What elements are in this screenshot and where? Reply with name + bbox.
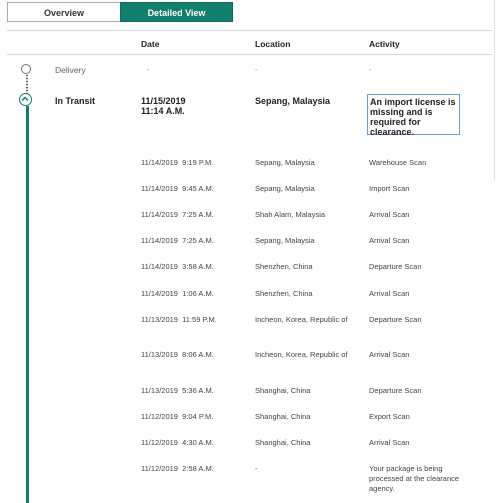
event-activity: Arrival Scan bbox=[369, 236, 410, 245]
event-date: 11/14/2019 9:19 P.M. bbox=[141, 158, 214, 167]
event-activity: Departure Scan bbox=[369, 262, 422, 271]
event-location: Sepang, Malaysia bbox=[255, 184, 315, 193]
event-activity: Departure Scan bbox=[369, 386, 422, 395]
event-location: Sepang, Malaysia bbox=[255, 158, 315, 167]
event-location: Shenzhen, China bbox=[255, 262, 313, 271]
event-activity: Export Scan bbox=[369, 412, 410, 421]
open-circle-icon bbox=[21, 64, 31, 74]
divider bbox=[7, 54, 492, 55]
tab-detailed-view[interactable]: Detailed View bbox=[120, 2, 233, 22]
event-location: Shah Alam, Malaysia bbox=[255, 210, 326, 219]
event-date: 11/14/2019 7:25 A.M. bbox=[141, 236, 214, 245]
event-date: 11/12/2019 9:04 P.M. bbox=[141, 412, 214, 421]
event-location: Shenzhen, China bbox=[255, 289, 313, 298]
delivery-date: - bbox=[147, 65, 150, 74]
event-activity: Arrival Scan bbox=[369, 438, 410, 447]
event-date: 11/12/2019 4:30 A.M. bbox=[141, 438, 214, 447]
event-date: 11/14/2019 7:25 A.M. bbox=[141, 210, 214, 219]
header-location: Location bbox=[255, 39, 291, 49]
event-activity: Your package is being processed at the clearance agency. bbox=[369, 464, 460, 493]
delivery-location: - bbox=[255, 65, 258, 74]
event-date: 11/14/2019 1:06 A.M. bbox=[141, 289, 214, 298]
status-in-transit: In Transit bbox=[55, 96, 96, 106]
timeline-dotted-connector bbox=[26, 74, 28, 94]
event-activity: Warehouse Scan bbox=[369, 158, 427, 167]
event-activity: Departure Scan bbox=[369, 315, 422, 324]
event-location: Incheon, Korea, Republic of bbox=[255, 350, 348, 359]
event-location: Sepang, Malaysia bbox=[255, 236, 315, 245]
event-date: 11/12/2019 2:58 A.M. bbox=[141, 464, 214, 473]
event-activity: Arrival Scan bbox=[369, 289, 410, 298]
event-date: 11/13/2019 11:59 P.M. bbox=[141, 315, 217, 324]
tab-overview[interactable]: Overview bbox=[7, 2, 120, 22]
status-delivery: Delivery bbox=[55, 65, 86, 75]
event-date: 11/13/2019 5:36 A.M. bbox=[141, 386, 214, 395]
event-activity: Import Scan bbox=[369, 184, 410, 193]
in-transit-time: 11:14 A.M. bbox=[141, 106, 185, 116]
delivery-activity: - bbox=[369, 65, 372, 74]
timeline-line bbox=[26, 106, 29, 503]
event-activity: Arrival Scan bbox=[369, 210, 410, 219]
in-transit-location: Sepang, Malaysia bbox=[255, 96, 331, 106]
panel-edge bbox=[494, 0, 495, 180]
event-date: 11/13/2019 8:06 A.M. bbox=[141, 350, 214, 359]
event-date: 11/14/2019 3:58 A.M. bbox=[141, 262, 214, 271]
event-location: - bbox=[255, 464, 258, 473]
header-activity: Activity bbox=[369, 39, 400, 49]
view-tabs bbox=[7, 2, 233, 24]
chevron-up-icon[interactable] bbox=[19, 93, 32, 106]
event-location: Shanghai, China bbox=[255, 386, 311, 395]
event-location: Shanghai, China bbox=[255, 412, 311, 421]
event-location: Incheon, Korea, Republic of bbox=[255, 315, 348, 324]
event-activity: Arrival Scan bbox=[369, 350, 410, 359]
exception-message: An import license is missing and is required for clearance. bbox=[367, 94, 460, 135]
divider bbox=[7, 30, 492, 31]
event-date: 11/14/2019 9:45 A.M. bbox=[141, 184, 214, 193]
header-date: Date bbox=[141, 39, 160, 49]
event-location: Shanghai, China bbox=[255, 438, 311, 447]
in-transit-date: 11/15/2019 bbox=[141, 96, 186, 106]
